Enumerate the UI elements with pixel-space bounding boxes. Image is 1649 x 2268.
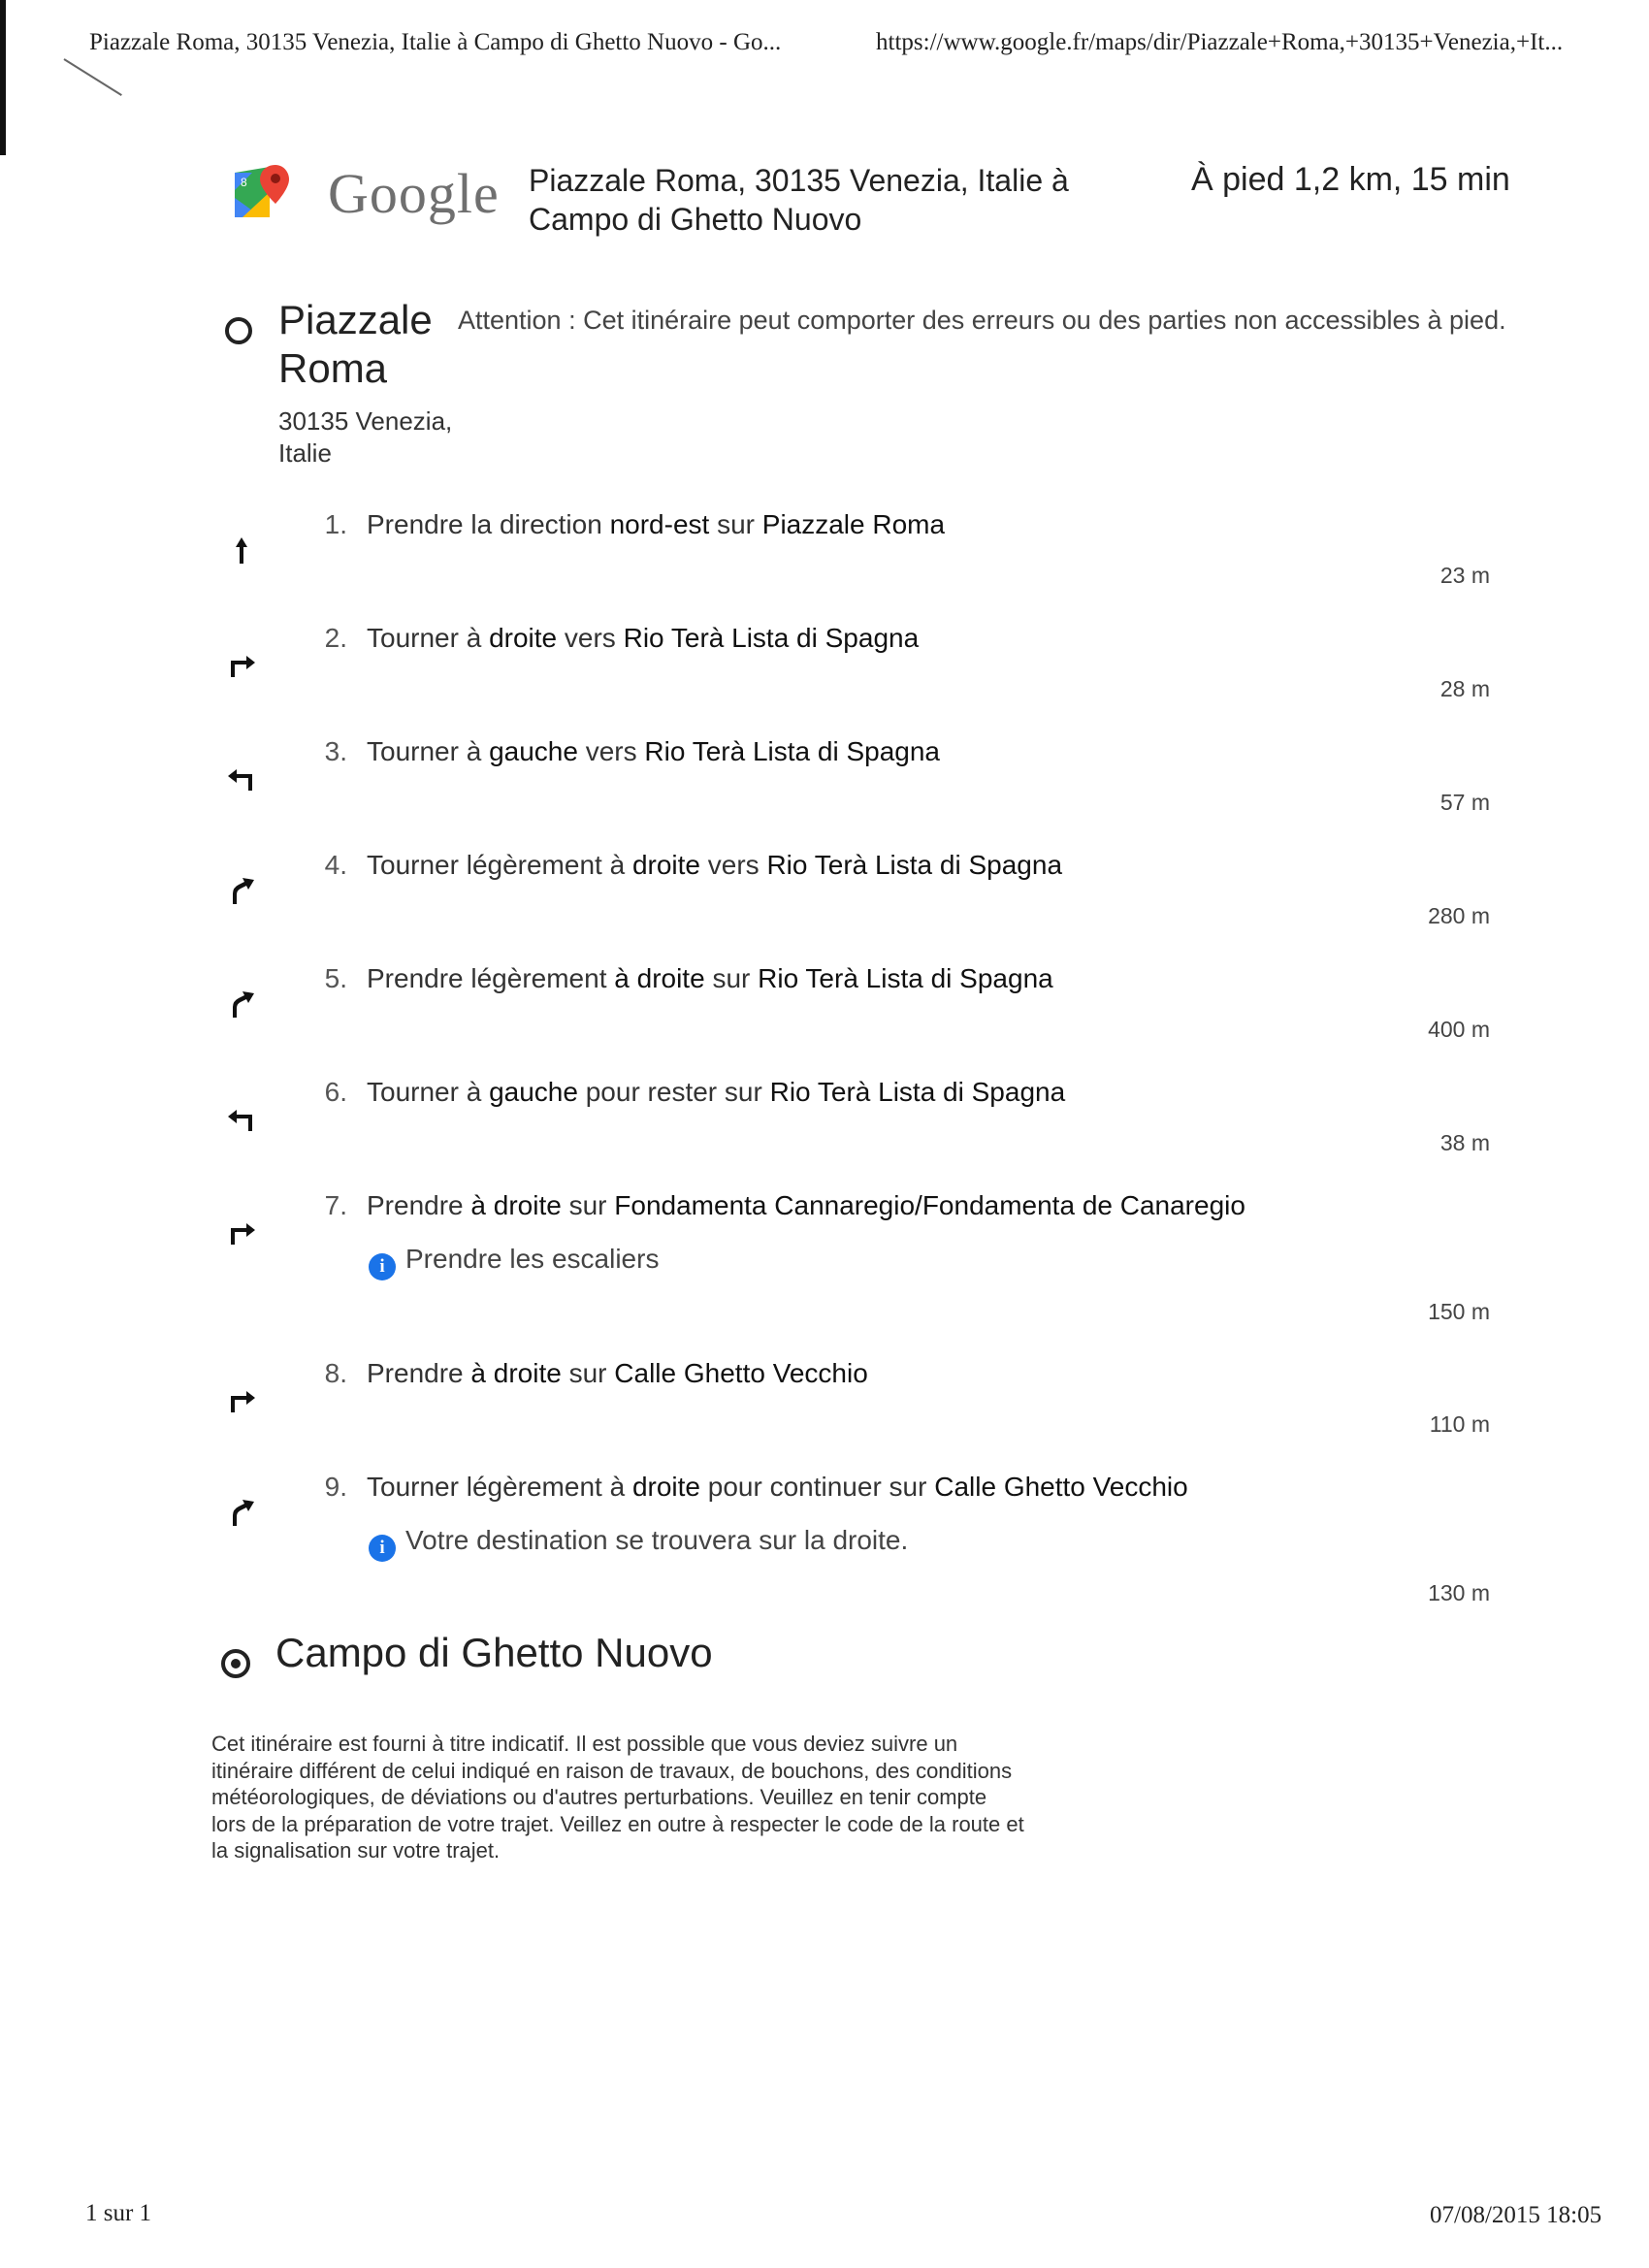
step-number: 1. xyxy=(324,509,347,539)
step-text-part: sur xyxy=(561,1190,615,1220)
turn-right-icon xyxy=(225,647,258,680)
route-summary: À pied 1,2 km, 15 min xyxy=(1191,161,1510,198)
step-text-part: vers xyxy=(577,736,645,766)
step-instruction xyxy=(367,509,945,540)
step-text-part: Prendre xyxy=(367,1358,471,1388)
step-emphasis: gauche xyxy=(489,1077,578,1107)
step-emphasis: Calle Ghetto Vecchio xyxy=(614,1358,868,1388)
step-instruction xyxy=(367,1472,1188,1503)
step-emphasis: Rio Terà Lista di Spagna xyxy=(766,850,1063,880)
step-instruction xyxy=(367,1077,1065,1108)
print-date: 07/08/2015 18:05 xyxy=(1430,2202,1602,2228)
step-instruction xyxy=(367,623,919,654)
step-emphasis: à droite xyxy=(470,1358,562,1388)
step-instruction xyxy=(367,1358,868,1389)
step-instruction xyxy=(367,850,1062,881)
step-text-part: pour continuer sur xyxy=(699,1472,935,1502)
turn-right-icon xyxy=(225,1215,258,1247)
step-instruction xyxy=(367,736,940,767)
step-text-part: Tourner à xyxy=(367,736,490,766)
svg-text:8: 8 xyxy=(241,176,247,189)
step-distance: 57 m xyxy=(1439,790,1490,815)
start-name: Piazzale Roma xyxy=(278,297,433,391)
turn-right-icon xyxy=(225,1382,258,1415)
slight-right-icon xyxy=(225,1496,258,1529)
step-distance: 130 m xyxy=(1428,1580,1490,1605)
step-text-part: Tourner à xyxy=(367,1077,490,1107)
step-text-part: Tourner à xyxy=(367,623,490,653)
step-number: 8. xyxy=(324,1358,347,1388)
step-emphasis: Rio Terà Lista di Spagna xyxy=(769,1077,1066,1107)
step-instruction xyxy=(367,1190,1245,1221)
start-address: 30135 Venezia, Italie xyxy=(278,406,453,468)
turn-left-icon xyxy=(225,1101,258,1134)
info-icon: i xyxy=(369,1535,396,1562)
destination-name: Campo di Ghetto Nuovo xyxy=(275,1630,713,1675)
step-instruction xyxy=(367,963,1053,994)
step-number: 4. xyxy=(324,850,347,880)
step-number: 5. xyxy=(324,963,347,993)
step-emphasis: Rio Terà Lista di Spagna xyxy=(644,736,940,766)
route-warning: Attention : Cet itinéraire peut comporter des erreurs ou des parties non accessibles à pied. xyxy=(458,306,1506,335)
direction-step xyxy=(0,736,1649,843)
step-text-part: Tourner légèrement à xyxy=(367,1472,632,1502)
step-text-part: vers xyxy=(557,623,624,653)
direction-step xyxy=(0,963,1649,1070)
step-note-text: Prendre les escaliers xyxy=(405,1244,660,1274)
step-text-part: sur xyxy=(561,1358,615,1388)
google-logo: Google xyxy=(328,162,500,225)
step-number: 2. xyxy=(324,623,347,653)
step-number: 7. xyxy=(324,1190,347,1220)
step-text-part: Prendre légèrement xyxy=(367,963,615,993)
direction-step xyxy=(0,1077,1649,1183)
step-emphasis: droite xyxy=(489,623,558,653)
step-text-part: pour rester sur xyxy=(577,1077,770,1107)
step-emphasis: Calle Ghetto Vecchio xyxy=(934,1472,1188,1502)
step-text-part: vers xyxy=(699,850,767,880)
direction-step xyxy=(0,1358,1649,1465)
step-emphasis: à droite xyxy=(614,963,705,993)
step-distance: 28 m xyxy=(1439,676,1490,701)
step-emphasis: Fondamenta Cannaregio/Fondamenta de Canaregio xyxy=(614,1190,1245,1220)
info-icon: i xyxy=(369,1253,396,1280)
step-distance: 110 m xyxy=(1429,1411,1490,1437)
step-emphasis: nord-est xyxy=(609,509,710,539)
step-emphasis: droite xyxy=(631,1472,700,1502)
step-number: 6. xyxy=(324,1077,347,1107)
step-text-part: Tourner légèrement à xyxy=(367,850,632,880)
step-distance: 150 m xyxy=(1428,1299,1490,1324)
step-emphasis: gauche xyxy=(489,736,578,766)
slight-right-icon xyxy=(225,988,258,1021)
scan-edge-mark xyxy=(0,0,6,155)
destination-icon xyxy=(221,1649,250,1678)
step-note xyxy=(369,1244,659,1280)
route-title: Piazzale Roma, 30135 Venezia, Italie à Campo di Ghetto Nuovo xyxy=(529,163,1069,237)
step-text-part: sur xyxy=(704,963,759,993)
step-emphasis: droite xyxy=(631,850,700,880)
direction-step xyxy=(0,1472,1649,1627)
step-text-part: sur xyxy=(709,509,762,539)
step-distance: 38 m xyxy=(1439,1130,1490,1155)
direction-step xyxy=(0,509,1649,616)
print-page-title: Piazzale Roma, 30135 Venezia, Italie à Campo di Ghetto Nuovo - Go... xyxy=(89,29,782,55)
step-text-part: Prendre la direction xyxy=(367,509,610,539)
print-page-url: https://www.google.fr/maps/dir/Piazzale+Roma,+30135+Venezia,+It... xyxy=(876,29,1564,55)
google-maps-icon xyxy=(233,163,291,221)
step-emphasis: Piazzale Roma xyxy=(761,509,946,539)
straight-arrow-icon xyxy=(225,534,258,567)
step-emphasis: à droite xyxy=(470,1190,562,1220)
step-emphasis: Rio Terà Lista di Spagna xyxy=(758,963,1053,993)
direction-step xyxy=(0,623,1649,729)
step-note-text: Votre destination se trouvera sur la droite. xyxy=(405,1525,909,1555)
step-text-part: Prendre xyxy=(367,1190,471,1220)
slight-right-icon xyxy=(225,874,258,907)
direction-step xyxy=(0,1190,1649,1345)
step-distance: 280 m xyxy=(1428,903,1490,928)
scan-pen-mark xyxy=(63,58,121,96)
start-point-icon xyxy=(225,317,252,344)
step-number: 9. xyxy=(324,1472,347,1502)
disclaimer: Cet itinéraire est fourni à titre indicatif. Il est possible que vous deviez suivre un itinéraire différent de celui indiqué en raison de travaux, de bouchons, des conditions météorologiques, de déviations ou d'autres perturbations. Veuillez en tenir compte lors de la préparation de votre trajet. Veillez en outre à respecter le code de la route et la signalisation sur votre trajet. xyxy=(211,1732,1024,1863)
turn-left-icon xyxy=(225,761,258,794)
direction-step xyxy=(0,850,1649,956)
step-emphasis: Rio Terà Lista di Spagna xyxy=(623,623,920,653)
page-number: 1 sur 1 xyxy=(85,2200,152,2226)
step-note xyxy=(369,1525,908,1562)
step-number: 3. xyxy=(324,736,347,766)
step-distance: 23 m xyxy=(1439,563,1490,588)
step-distance: 400 m xyxy=(1428,1017,1490,1042)
